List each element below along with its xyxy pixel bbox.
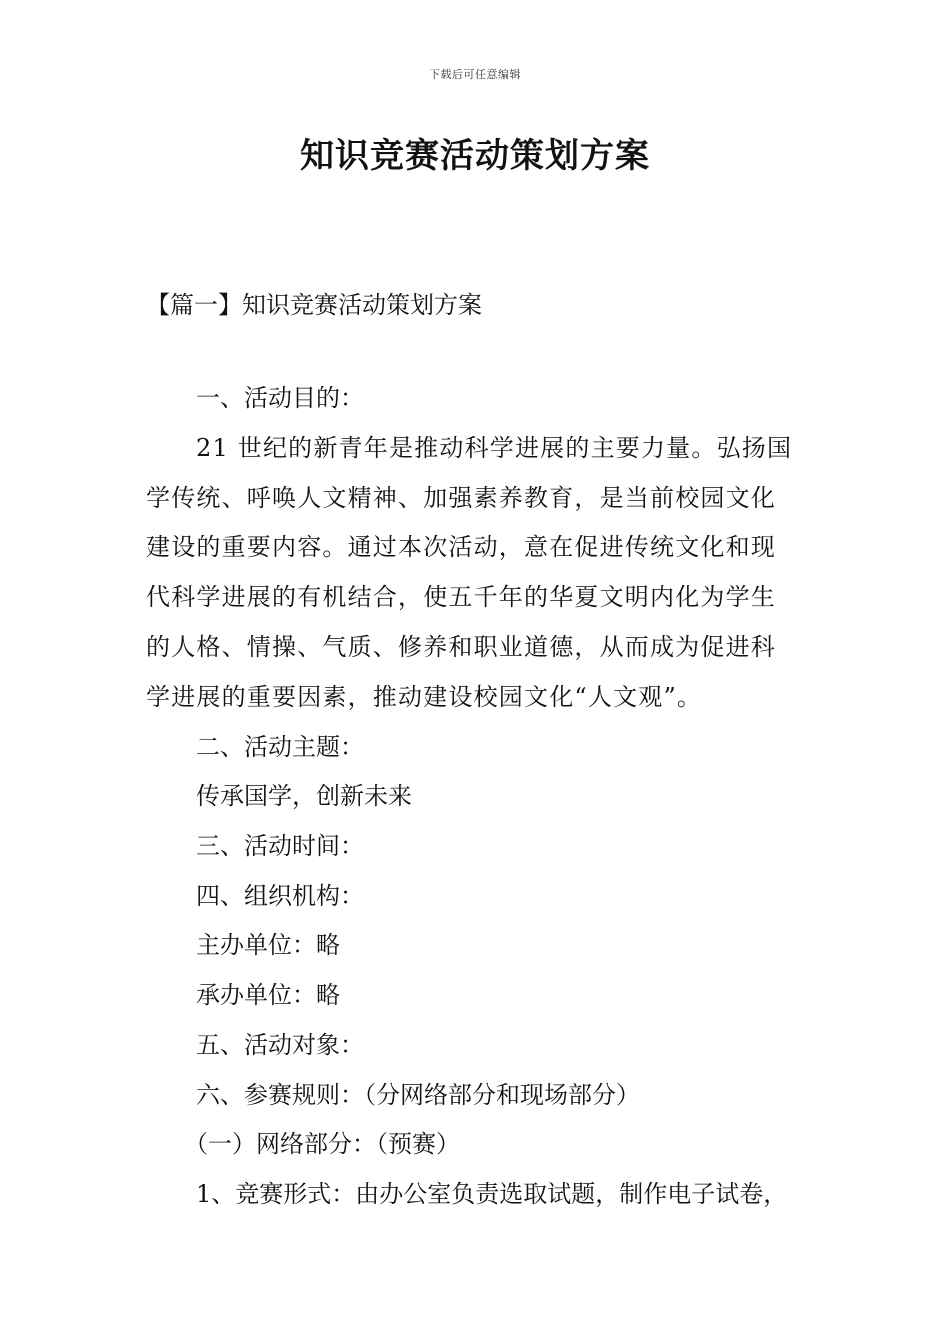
paragraph-line: 代科学进展的有机结合，使五千年的华夏文明内化为学生 bbox=[146, 583, 776, 611]
online-part-heading: （一）网络部分：（预赛） bbox=[184, 1130, 460, 1158]
paragraph-line: 建设的重要内容。通过本次活动，意在促进传统文化和现 bbox=[146, 533, 776, 561]
organizer-unit: 承办单位：略 bbox=[196, 981, 340, 1009]
section-heading: 【篇一】知识竞赛活动策划方案 bbox=[146, 291, 482, 319]
purpose-heading: 一、活动目的： bbox=[196, 384, 364, 412]
organization-heading: 四、组织机构： bbox=[196, 882, 364, 910]
host-unit: 主办单位：略 bbox=[196, 931, 340, 959]
audience-heading: 五、活动对象： bbox=[196, 1031, 364, 1059]
rule-item-1: 1、竞赛形式：由办公室负责选取试题，制作电子试卷， bbox=[196, 1180, 788, 1208]
time-heading: 三、活动时间： bbox=[196, 832, 364, 860]
document-title: 知识竞赛活动策划方案 bbox=[300, 136, 650, 176]
theme-heading: 二、活动主题： bbox=[196, 733, 364, 761]
theme-text: 传承国学，创新未来 bbox=[196, 782, 412, 810]
paragraph-line: 21 世纪的新青年是推动科学进展的主要力量。弘扬国 bbox=[196, 434, 793, 462]
rules-heading: 六、参赛规则：（分网络部分和现场部分） bbox=[196, 1081, 640, 1109]
header-note: 下载后可任意编辑 bbox=[429, 68, 521, 81]
paragraph-line: 的人格、情操、气质、修养和职业道德，从而成为促进科 bbox=[146, 633, 776, 661]
paragraph-line: 学传统、呼唤人文精神、加强素养教育，是当前校园文化 bbox=[146, 484, 776, 512]
paragraph-line: 学进展的重要因素，推动建设校园文化“人文观”。 bbox=[146, 683, 703, 711]
